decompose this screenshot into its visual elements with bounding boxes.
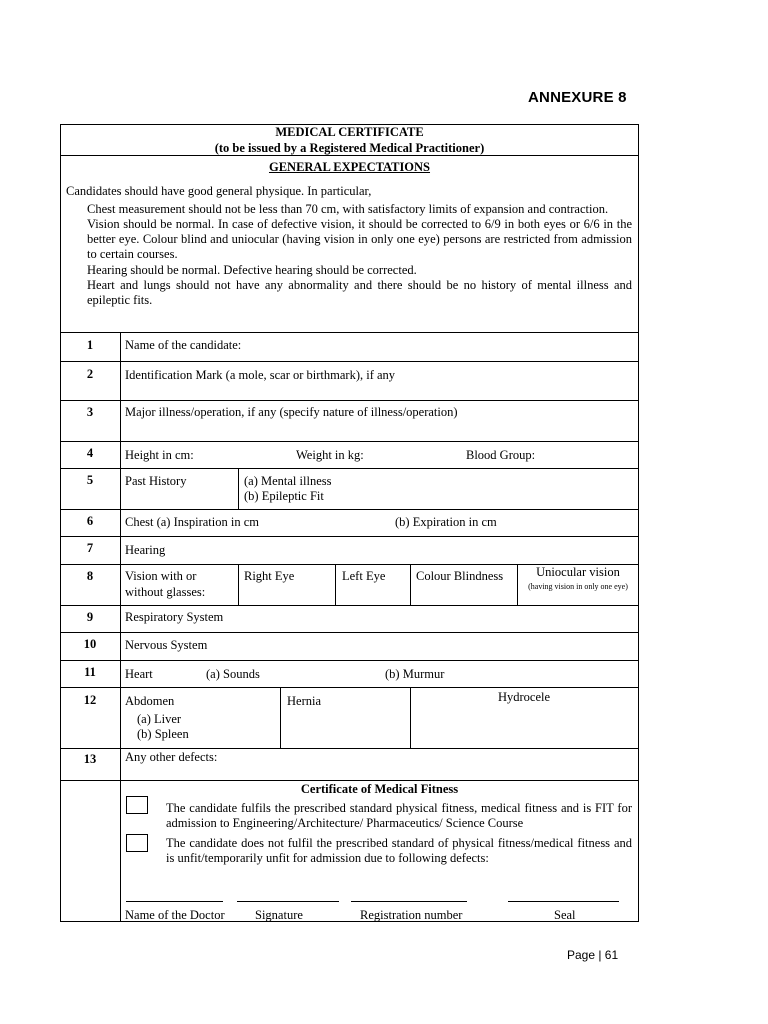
divider [60,660,639,661]
row-number: 6 [86,514,94,528]
row-number: 12 [83,693,97,707]
divider [60,509,639,510]
hearing-field[interactable]: Hearing [125,543,166,557]
seal-line[interactable] [508,901,619,902]
divider [60,780,639,781]
mental-illness-field[interactable]: (a) Mental illness [244,474,332,488]
divider [60,441,639,442]
cell-rule [238,468,239,509]
right-eye-field[interactable]: Right Eye [244,569,295,583]
fitness-heading: Certificate of Medical Fitness [300,782,459,796]
blood-group-field[interactable]: Blood Group: [466,448,536,462]
heart-label: Heart [125,667,153,681]
row-number: 8 [86,569,94,583]
unfit-statement: The candidate does not fulfil the prescribed standard of physical fitness/medical fitness and is unfit/temporarily unfit for admission due to following defects: [166,836,632,865]
expectation-chest: Chest measurement should not be less than 70 cm, with satisfactory limits of expansion and contraction. [87,202,609,216]
signature-label: Signature [255,908,303,922]
page-number: Page | 61 [567,948,619,962]
expectations-intro: Candidates should have good general physique. In particular, [66,184,372,198]
past-history-label: Past History [125,474,187,488]
row-number: 3 [86,405,94,419]
doctor-name-line[interactable] [126,901,223,902]
row-number: 13 [83,752,97,766]
candidate-name-field[interactable]: Name of the candidate: [125,338,242,352]
uniocular-vision-field[interactable]: Uniocular vision [536,565,620,579]
divider [60,400,639,401]
nervous-system-field[interactable]: Nervous System [125,638,208,652]
spleen-field[interactable]: (b) Spleen [137,727,189,741]
fit-checkbox[interactable] [126,796,148,814]
major-illness-field[interactable]: Major illness/operation, if any (specify nature of illness/operation) [125,405,458,419]
divider [60,361,639,362]
cell-rule [410,687,411,748]
form-title: MEDICAL CERTIFICATE [275,125,424,139]
signature-line[interactable] [237,901,339,902]
respiratory-system-field[interactable]: Respiratory System [125,610,224,624]
divider [60,332,639,333]
unfit-checkbox[interactable] [126,834,148,852]
uniocular-note: (having vision in only one eye) [528,582,628,591]
row-number: 4 [86,446,94,460]
chest-inspiration-field[interactable]: Chest (a) Inspiration in cm [125,515,259,529]
form-subtitle: (to be issued by a Registered Medical Practitioner) [214,141,485,155]
liver-field[interactable]: (a) Liver [137,712,182,726]
seal-label: Seal [554,908,576,922]
epileptic-fit-field[interactable]: (b) Epileptic Fit [244,489,324,503]
weight-field[interactable]: Weight in kg: [296,448,364,462]
annexure-label: ANNEXURE 8 [528,89,627,106]
abdomen-label: Abdomen [125,694,175,708]
number-column-rule [120,332,121,922]
divider [60,536,639,537]
divider [60,748,639,749]
expectation-hearing: Hearing should be normal. Defective hearing should be corrected. [87,263,417,277]
divider [60,468,639,469]
expectations-heading: GENERAL EXPECTATIONS [268,160,431,174]
vision-label: Vision with or [125,569,197,583]
divider [60,605,639,606]
cell-rule [410,564,411,605]
left-eye-field[interactable]: Left Eye [342,569,386,583]
hydrocele-field[interactable]: Hydrocele [497,690,551,704]
colour-blindness-field[interactable]: Colour Blindness [416,569,504,583]
cell-rule [238,564,239,605]
expectation-heart: Heart and lungs should not have any abnormality and there should be no history of mental illness and epileptic fits. [87,278,632,307]
row-number: 9 [86,610,94,624]
expectation-vision: Vision should be normal. In case of defective vision, it should be corrected to 6/9 in both eyes or 6/6 in the better eye. Colour blind and uniocular (having vision in only one eye) persons are restricted from admission to certain courses. [87,217,632,261]
vision-label: without glasses: [125,585,206,599]
chest-expiration-field[interactable]: (b) Expiration in cm [395,515,497,529]
row-number: 1 [86,338,94,352]
other-defects-field[interactable]: Any other defects: [125,750,218,764]
heart-murmur-field[interactable]: (b) Murmur [385,667,445,681]
registration-line[interactable] [351,901,467,902]
doctor-name-label: Name of the Doctor [125,908,225,922]
fit-statement: The candidate fulfils the prescribed standard physical fitness, medical fitness and is FIT for admission to Engineering/Architecture/ Pharmaceutics/ Science Course [166,801,632,830]
divider [60,632,639,633]
height-field[interactable]: Height in cm: [125,448,194,462]
row-number: 5 [86,473,94,487]
divider [60,687,639,688]
cell-rule [280,687,281,748]
identification-mark-field[interactable]: Identification Mark (a mole, scar or birthmark), if any [125,368,396,382]
heart-sounds-field[interactable]: (a) Sounds [206,667,260,681]
row-number: 7 [86,541,94,555]
hernia-field[interactable]: Hernia [287,694,322,708]
cell-rule [335,564,336,605]
row-number: 10 [83,637,97,651]
row-number: 11 [84,665,96,679]
row-number: 2 [86,367,94,381]
registration-label: Registration number [360,908,463,922]
